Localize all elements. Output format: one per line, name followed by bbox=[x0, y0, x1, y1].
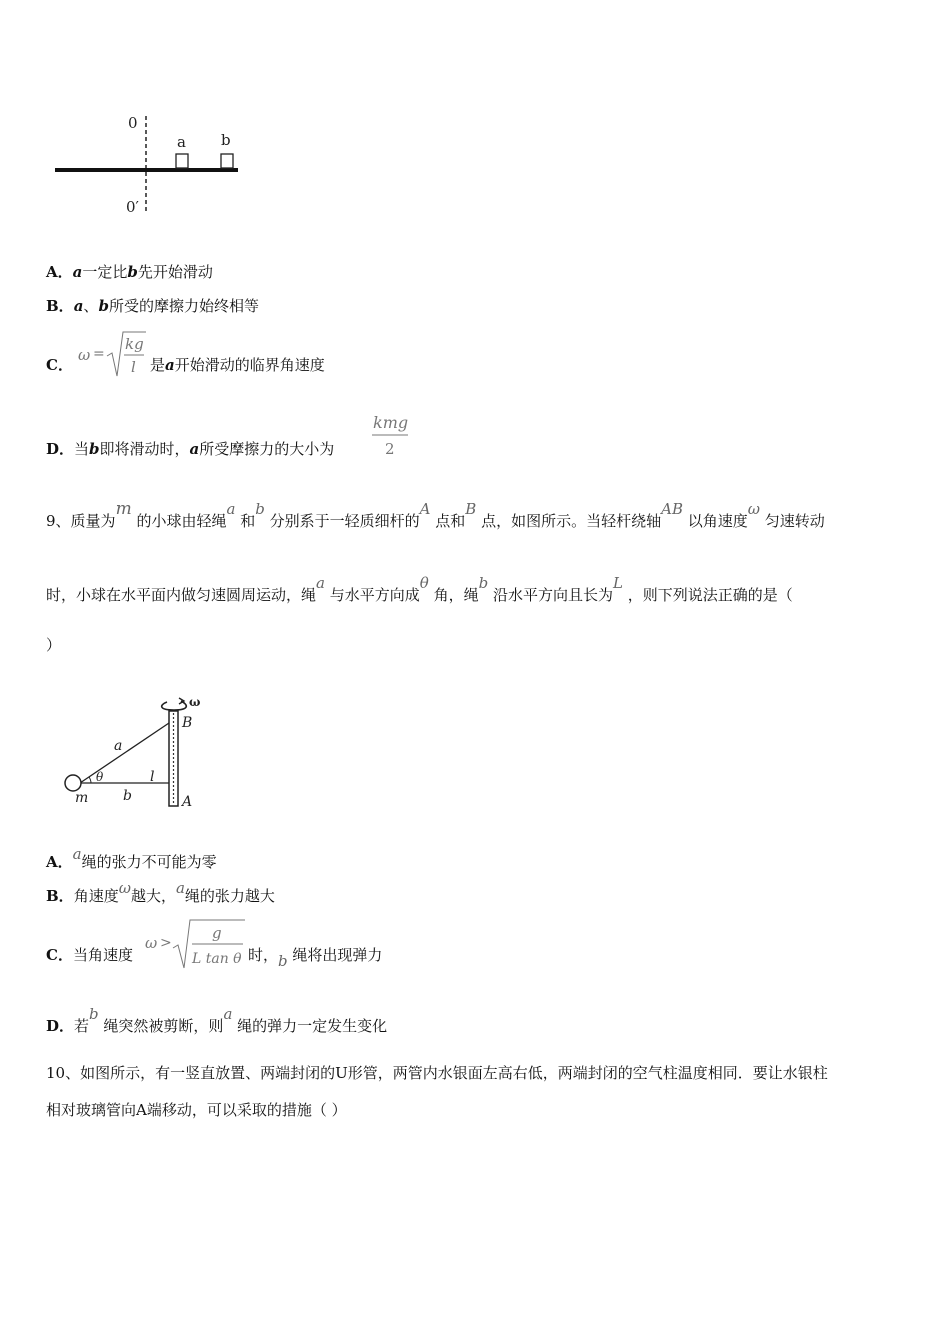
q9-option-c: C．当角速度 bbox=[46, 946, 133, 964]
q8-option-d: D．当b即将滑动时，a所受摩擦力的大小为 bbox=[46, 440, 335, 458]
q9-stem-line3: ） bbox=[46, 636, 62, 654]
fig9-ball bbox=[65, 775, 81, 791]
q9-stem-line1: 9、质量为m 的小球由轻绳a 和b 分别系于一轻质细杆的A 点和B 点，如图所示。当轻杆绕轴AB 以角速度ω 匀速转动 bbox=[46, 499, 825, 530]
q9-number: 9、 bbox=[46, 512, 71, 530]
q8-option-d-formula bbox=[370, 408, 412, 460]
d8-den: 2 bbox=[385, 440, 395, 458]
q8-option-c-formula bbox=[74, 326, 149, 382]
q8-option-c: C． bbox=[46, 356, 73, 374]
q9-figure bbox=[58, 693, 218, 815]
q9-option-b: B．角速度ω越大，a绳的张力越大 bbox=[46, 879, 275, 905]
q8-option-c-text: 是a开始滑动的临界角速度 bbox=[150, 356, 325, 374]
q9-option-c-formula bbox=[142, 916, 248, 972]
fig8-block-a bbox=[176, 154, 188, 168]
q8-option-a: A．a一定比b先开始滑动 bbox=[46, 263, 213, 281]
q8-figure bbox=[50, 108, 250, 223]
q9-option-c-text: 时，b 绳将出现弹力 bbox=[248, 946, 383, 970]
fig9-label-b-point: B bbox=[182, 715, 193, 731]
fig8-label-b: b bbox=[221, 131, 231, 149]
q9-stem-line2: 时，小球在水平面内做匀速圆周运动，绳a 与水平方向成θ 角，绳b 沿水平方向且长为L ，则下列说法正确的是（ bbox=[46, 574, 793, 604]
q10-stem-line2: 相对玻璃管向A端移动，可以采取的措施（ ） bbox=[46, 1101, 347, 1119]
c9-num: g bbox=[212, 924, 222, 942]
c8-num: kg bbox=[125, 335, 144, 353]
fig8-label-o-prime: 0′ bbox=[126, 198, 139, 216]
fig9-label-rope-b: b bbox=[123, 788, 132, 804]
fig9-label-a-point: A bbox=[182, 794, 193, 810]
fig9-label-l: l bbox=[150, 769, 155, 785]
c9-gt: > bbox=[160, 935, 172, 951]
fig8-label-a: a bbox=[177, 133, 186, 151]
q10-stem-line1: 10、如图所示，有一竖直放置、两端封闭的U形管，两管内水银面左高右低，两端封闭的空气柱温度相同．要让水银柱 bbox=[46, 1064, 828, 1082]
fig9-label-theta: θ bbox=[96, 770, 104, 784]
q9-option-d: D．若b 绳突然被剪断，则a 绳的弹力一定发生变化 bbox=[46, 1005, 388, 1035]
fig9-label-m: m bbox=[75, 790, 89, 806]
fig8-label-o: 0 bbox=[128, 114, 138, 132]
c9-omega: ω bbox=[145, 934, 158, 952]
c8-den: l bbox=[131, 358, 136, 376]
c9-den: L tan θ bbox=[192, 951, 242, 967]
q10-number: 10、 bbox=[46, 1064, 81, 1082]
fig9-label-rope-a: a bbox=[114, 738, 123, 754]
fig9-rope-a bbox=[80, 723, 169, 783]
c8-omega: ω bbox=[78, 346, 91, 364]
fig9-omega: ω bbox=[189, 695, 201, 709]
q9-option-a: A．a绳的张力不可能为零 bbox=[46, 845, 217, 871]
q8-option-b: B．a、b所受的摩擦力始终相等 bbox=[46, 297, 259, 315]
d8-num: kmg bbox=[373, 413, 409, 432]
c8-eq: = bbox=[93, 346, 105, 362]
fig8-block-b bbox=[221, 154, 233, 168]
